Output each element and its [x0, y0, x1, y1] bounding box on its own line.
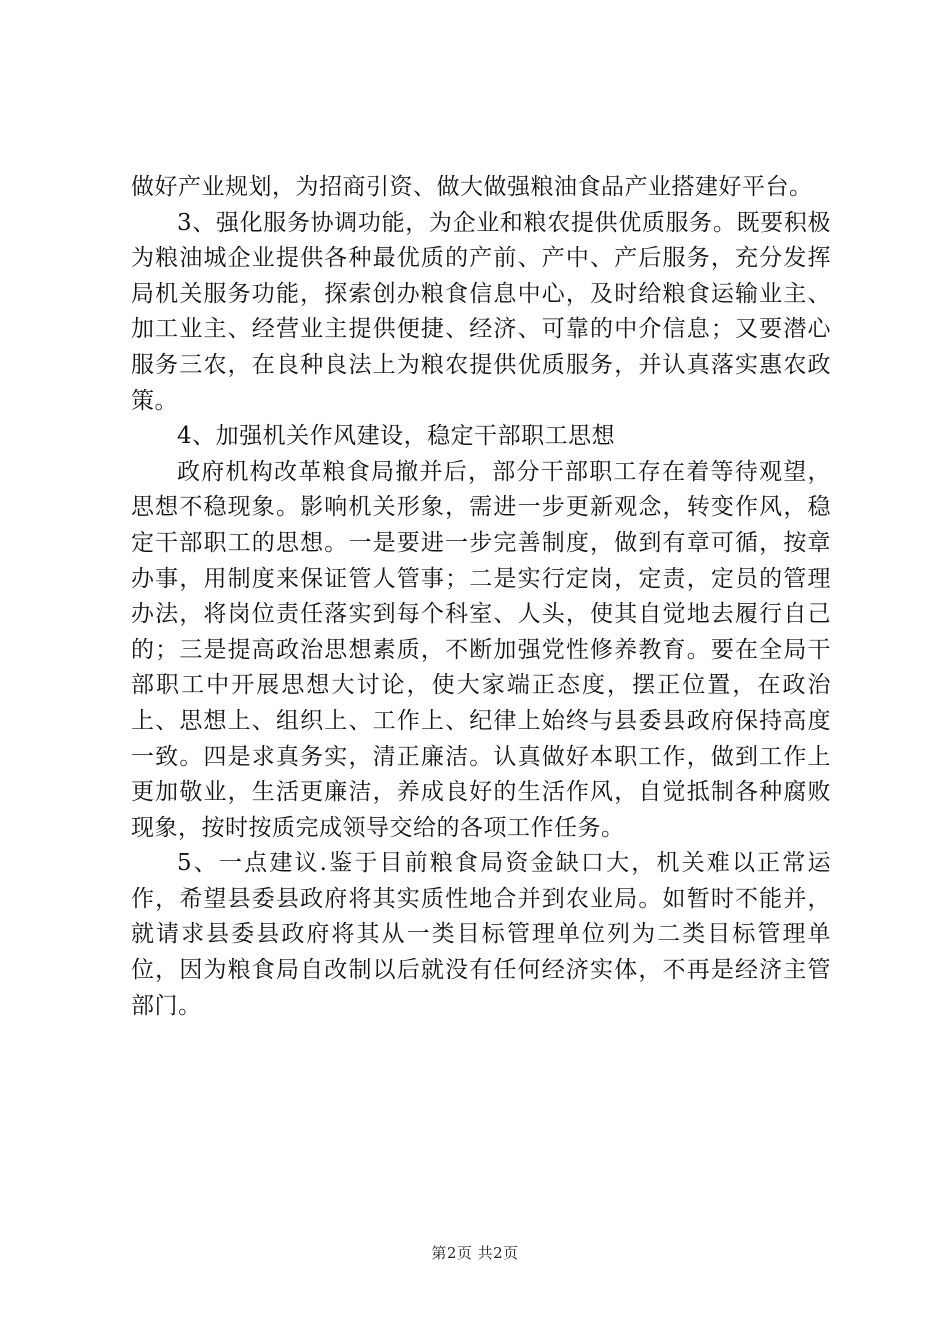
- paragraph-item-4-heading: 4、加强机关作风建设，稳定干部职工思想: [177, 423, 616, 450]
- paragraph-continuation: 做好产业规划，为招商引资、做大做强粮油食品产业搭建好平台。: [131, 174, 813, 200]
- paragraph-item-4-body: 政府机构改革粮食局撤并后，部分干部职工存在着等待观望，思想不稳现象。影响机关形象，需进一步更新观念，转变作风，稳定干部职工的思想。一是要进一步完善制度，做到有章可循，按章办事，用制度来保证管人管事；二是实行定岗，定责，定员的管理办法，将岗位责任落实到每个科室、人头，使其自觉地去履行自己的；三是提高政治思想素质，不断加强党性修养教育。要在全局干部职工中开展思想大讨论，使大家端正态度，摆正位置，在政治上、思想上、组织上、工作上、纪律上始终与县委县政府保持高度一致。四是求真务实，清正廉洁。认真做好本职工作，做到工作上更加敬业，生活更廉洁，养成良好的生活作风，自觉抵制各种腐败现象，按时按质完成领导交给的各项工作任务。: [131, 458, 831, 841]
- document-body: [131, 170, 831, 1024]
- paragraph-item-3: 3、强化服务协调功能，为企业和粮农提供优质服务。既要积极为粮油城企业提供各种最优质的产前、产中、产后服务，充分发挥局机关服务功能，探索创办粮食信息中心，及时给粮食运输业主、加工业主、经营业主提供便捷、经济、可靠的中介信息；又要潜心服务三农，在良种良法上为粮农提供优质服务，并认真落实惠农政策。: [131, 209, 831, 414]
- paragraph-item-5: 5、一点建议.鉴于目前粮食局资金缺口大，机关难以正常运作，希望县委县政府将其实质性地合并到农业局。如暂时不能并，就请求县委县政府将其从一类目标管理单位列为二类目标管理单位，因为粮食局自改制以后就没有任何经济实体，不再是经济主管部门。: [131, 850, 831, 1019]
- page-number-footer: 第2页 共2页: [431, 1244, 519, 1262]
